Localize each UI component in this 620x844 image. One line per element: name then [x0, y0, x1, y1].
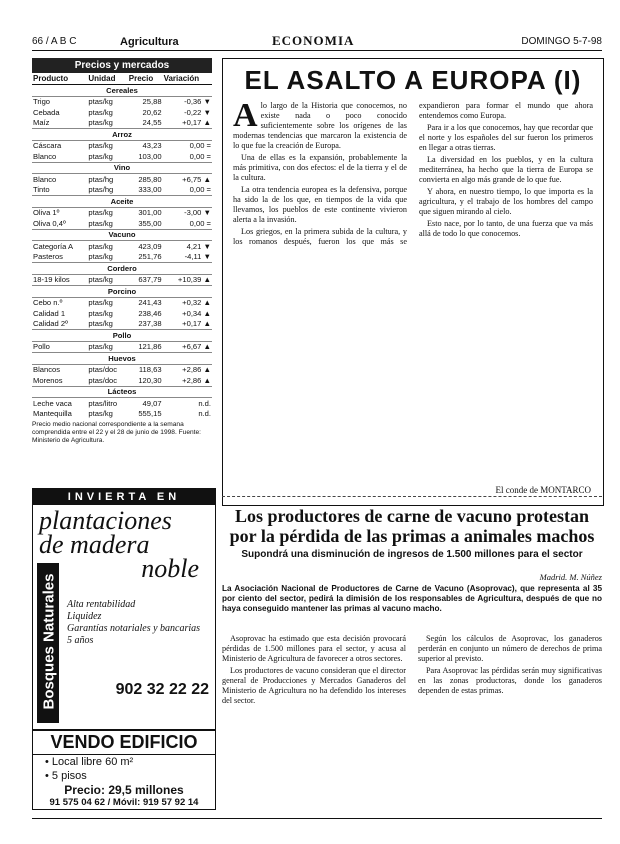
table-cell: ptas/kg	[88, 141, 113, 151]
ad-benefit-item: 5 años	[67, 635, 94, 646]
table-cell: 333,00	[138, 185, 162, 195]
table-cell: +0,17 ▲	[182, 319, 211, 329]
page-number: 66 / A B C	[32, 36, 77, 47]
category-label: Aceite	[32, 196, 212, 208]
category-row	[32, 353, 212, 365]
table-cell: -4,11 ▼	[184, 252, 211, 262]
table-cell: n.d.	[198, 409, 211, 419]
table-cell: ptas/kg	[88, 241, 113, 251]
table-row	[32, 185, 212, 196]
article-body	[233, 97, 593, 477]
table-cell: 555,15	[138, 409, 162, 419]
table-cell: +0,32 ▲	[182, 298, 211, 308]
table-cell: Blancos	[33, 365, 61, 375]
category-label: Huevos	[32, 353, 212, 365]
table-row	[32, 140, 212, 151]
ad-headline	[33, 505, 215, 585]
table-cell: 237,38	[138, 319, 162, 329]
table-cell: 24,55	[142, 118, 162, 128]
table-row	[32, 297, 212, 308]
category-row	[32, 286, 212, 298]
table-cell: Cáscara	[33, 141, 62, 151]
article-paragraph: Según los cálculos de Asoprovac, los ganaderos perderán en conjunto un número de derechos de prima superior al previsto.	[418, 634, 602, 663]
table-cell: 301,00	[138, 208, 162, 218]
table-row	[32, 319, 212, 330]
table-cell: ptas/kg	[88, 97, 113, 107]
table-cell: -0,22 ▼	[184, 107, 211, 117]
table-cell: Blanco	[33, 174, 57, 184]
table-row	[32, 151, 212, 162]
ad-line: • Local libre 60 m²	[45, 756, 134, 768]
column-header: Variación	[163, 73, 212, 85]
ad-phones[interactable]: 91 575 04 62 / Móvil: 919 57 92 14	[49, 797, 199, 808]
table-cell: 121,86	[138, 342, 162, 352]
table-row	[32, 241, 212, 252]
table-cell: ptas/kg	[88, 151, 113, 161]
article-body	[222, 634, 602, 844]
ad-phone[interactable]: 902 32 22 22	[115, 681, 209, 698]
ad-vendo-edificio[interactable]	[32, 730, 216, 810]
article-title: EL ASALTO A EUROPA (I)	[244, 65, 582, 95]
article-subtitle: Supondrá una disminución de ingresos de 1.500 millones para el sector	[241, 549, 583, 560]
category-label: Vino	[32, 162, 212, 174]
category-row	[32, 162, 212, 174]
table-row	[32, 308, 212, 319]
table-cell: 49,07	[142, 398, 162, 408]
column-header: Unidad	[87, 73, 127, 85]
section-name: Agricultura	[120, 36, 179, 48]
table-cell: ptas/kg	[88, 409, 113, 419]
ad-benefit-item: Liquidez	[67, 611, 102, 622]
table-cell: n.d.	[198, 398, 211, 408]
table-cell: Oliva 1º	[33, 208, 60, 218]
column-header: Precio	[128, 73, 163, 85]
table-cell: ptas/kg	[88, 218, 113, 228]
table-cell: ptas/hg	[88, 174, 114, 184]
ad-benefit-item: Alta rentabilidad	[67, 599, 136, 610]
prices-table	[32, 73, 212, 419]
category-label: Cereales	[32, 85, 212, 97]
table-cell: ptas/kg	[88, 308, 113, 318]
ad-title: VENDO EDIFICIO	[33, 731, 215, 755]
table-cell: 18-19 kilos	[33, 275, 70, 285]
category-row	[32, 263, 212, 275]
table-cell: 238,46	[138, 308, 162, 318]
category-row	[32, 129, 212, 141]
table-cell: ptas/kg	[88, 208, 113, 218]
article-paragraph: Y ahora, en nuestro tiempo, lo que importa es la agricultura, y el trabajo de los hombres del campo que siguen mirando al cielo.	[419, 187, 593, 216]
table-cell: +2,86 ▲	[182, 375, 211, 385]
category-row	[32, 229, 212, 241]
table-cell: -0,36 ▼	[184, 97, 211, 107]
ad-headline-line: plantaciones	[39, 506, 172, 535]
table-cell: 118,63	[138, 365, 162, 375]
table-row	[32, 96, 212, 107]
ad-price: Precio: 29,5 millones	[64, 783, 184, 797]
table-cell: Pasteros	[33, 252, 63, 262]
table-cell: 355,00	[138, 218, 162, 228]
ad-line: • 5 pisos	[45, 770, 87, 782]
table-cell: Cebo n.º	[33, 298, 63, 308]
ad-band: INVIERTA EN	[33, 489, 215, 505]
table-cell: 0,00 =	[189, 185, 211, 195]
market-note: Precio medio nacional correspondiente a la semana comprendida entre el 22 y el 28 de junio de 1998. Fuente: Ministerio de Agricultura.	[32, 421, 201, 444]
article-productores-vacuno	[222, 506, 602, 705]
table-cell: ptas/kg	[88, 342, 113, 352]
table-cell: ptas/kg	[88, 118, 113, 128]
table-cell: 4,21 ▼	[186, 241, 211, 251]
category-row	[32, 386, 212, 398]
table-cell: Blanco	[33, 151, 57, 161]
table-cell: 0,00 =	[189, 141, 211, 151]
table-cell: ptas/litro	[88, 398, 118, 408]
section-divider	[222, 496, 602, 497]
article-paragraph: Los productores de vacuno consideran que el director general de Producciones y Mercados Ganaderos del Ministerio de Agricultura no ha defendido los intereses del sector.	[222, 666, 406, 705]
article-paragraph: Asoprovac ha estimado que esta decisión provocará pérdidas de 1.500 millones para el sector, y acusa al Ministerio de Agricultura de favorecer a otros sectores.	[222, 634, 406, 663]
category-label: Cordero	[32, 263, 212, 275]
article-paragraph: Esto nace, por lo tanto, de una fuerza que va más allá de todo lo que conocemos.	[419, 219, 593, 238]
table-cell: 0,00 =	[189, 151, 211, 161]
table-row	[32, 107, 212, 118]
table-row	[32, 252, 212, 263]
ad-bosques-naturales[interactable]	[32, 488, 216, 730]
table-cell: +6,67 ▲	[182, 342, 211, 352]
table-row	[32, 364, 212, 375]
table-row	[32, 218, 212, 229]
article-paragraph: La otra tendencia europea es la defensiva, porque ha sido la de los que, en tiempos de la vida que llevamos, los pueblos de este continente vivieron alerta a la invasión.	[233, 185, 407, 224]
category-label: Porcino	[32, 286, 212, 298]
table-cell: +0,17 ▲	[182, 118, 211, 128]
ad-benefit-item: Garantías notariales y bancarias	[67, 623, 201, 634]
category-row	[32, 196, 212, 208]
table-cell: Tinto	[33, 185, 50, 195]
ad-benefits	[67, 599, 200, 647]
table-row	[32, 274, 212, 286]
table-row	[32, 341, 212, 353]
table-cell: Trigo	[33, 97, 51, 107]
category-label: Arroz	[32, 129, 212, 141]
table-row	[32, 398, 212, 409]
drop-cap: A	[233, 97, 258, 134]
column-header: Producto	[32, 73, 87, 85]
table-cell: Calidad 1	[33, 308, 66, 318]
table-cell: 423,09	[138, 241, 162, 251]
table-cell: +10,39 ▲	[177, 275, 211, 285]
table-cell: 251,76	[138, 252, 162, 262]
table-cell: ptas/doc	[88, 365, 118, 375]
category-label: Lácteos	[32, 386, 212, 398]
article-paragraph: lo largo de la Historia que conocemos, no existe nada o poco conocido suficientemente sobre los orígenes de las modernas tendencias que marcaron la existencia de lo que fue la creación de Europa.	[233, 101, 407, 150]
article-asalto-europa	[222, 58, 604, 506]
table-cell: 120,30	[138, 375, 162, 385]
table-cell: Cebada	[33, 107, 60, 117]
article-paragraph: La diversidad en los pueblos, y en la cultura mediterránea, ha hecho que la tierra de Europa se convierta en algo más grande de lo que fue.	[419, 155, 593, 184]
table-cell: ptas/kg	[88, 319, 113, 329]
table-cell: ptas/kg	[88, 252, 113, 262]
ad-headline-line: de madera	[39, 530, 150, 559]
page-header	[32, 33, 602, 51]
table-cell: ptas/kg	[88, 298, 113, 308]
article-byline: Madrid. M. Núñez	[539, 572, 602, 582]
table-cell: Mantequilla	[33, 409, 72, 419]
table-cell: +0,34 ▲	[182, 308, 211, 318]
table-cell: Morenos	[33, 375, 63, 385]
table-cell: ptas/kg	[88, 107, 113, 117]
ad-brand-bar	[37, 563, 59, 723]
article-paragraph: Para Asoprovac las pérdidas serán muy significativas en las zonas productoras, donde los ganaderos dependen de estas primas.	[418, 666, 602, 695]
category-row	[32, 330, 212, 342]
section-title: ECONOMIA	[272, 33, 355, 48]
table-cell: -3,00 ▼	[184, 208, 211, 218]
table-cell: ptas/hg	[88, 185, 114, 195]
table-cell: 241,43	[138, 298, 162, 308]
article-lead: La Asociación Nacional de Productores de Carne de Vacuno (Asoprovac), que representa al 35 por ciento del sector, pedirá la dimisión de los responsables de Agricultura, después de que no haya conseguido mantener las primas al vacuno macho.	[222, 584, 602, 613]
table-cell: Leche vaca	[33, 398, 72, 408]
table-cell: 637,79	[138, 275, 162, 285]
table-cell: Categoría A	[33, 241, 74, 251]
table-cell: 0,00 =	[189, 218, 211, 228]
footer-rule	[32, 818, 602, 819]
article-paragraph: Para ir a los que conocemos, hay que recordar que el norte y los españoles del sur fueron los primeros en llegar a otras tierras.	[419, 123, 593, 152]
table-cell: +2,86 ▲	[182, 365, 211, 375]
article-signature: El conde de MONTARCO	[495, 485, 591, 495]
table-row	[32, 118, 212, 129]
table-cell: Calidad 2º	[33, 319, 68, 329]
table-row	[32, 375, 212, 386]
article-title: Los productores de carne de vacuno protestan por la pérdida de las primas a animales machos	[229, 506, 595, 546]
table-row	[32, 207, 212, 218]
table-body	[32, 85, 212, 420]
article-paragraph: Los griegos, en la primera subida de la cultura, y los romanos después, fueron los que más se expandieron para formar el mundo que ahora entendemos como Europa.	[233, 101, 593, 246]
table-cell: 103,00	[138, 151, 162, 161]
table-cell: 43,23	[142, 141, 162, 151]
table-cell: 285,80	[138, 174, 162, 184]
table-cell: 25,88	[142, 97, 162, 107]
table-cell: ptas/kg	[88, 275, 113, 285]
category-row	[32, 85, 212, 97]
table-row	[32, 174, 212, 185]
table-cell: 20,62	[142, 107, 162, 117]
market-title: Precios y mercados	[32, 58, 212, 73]
market-prices-table	[32, 58, 212, 445]
table-cell: Maíz	[33, 118, 50, 128]
category-label: Vacuno	[32, 229, 212, 241]
page-date: DOMINGO 5-7-98	[521, 36, 602, 47]
table-row	[32, 409, 212, 420]
table-cell: +6,75 ▲	[182, 174, 211, 184]
article-paragraph: Una de ellas es la expansión, probablemente la más primitiva, con dos efectos: el de la tierra y el de la cultura.	[233, 153, 407, 182]
table-cell: Pollo	[33, 342, 50, 352]
table-cell: Oliva 0,4º	[33, 218, 66, 228]
ad-headline-line: noble	[141, 554, 199, 583]
table-header	[32, 73, 212, 85]
table-cell: ptas/doc	[88, 375, 118, 385]
ad-brand: Bosques Naturales	[40, 573, 58, 710]
category-label: Pollo	[32, 330, 212, 342]
